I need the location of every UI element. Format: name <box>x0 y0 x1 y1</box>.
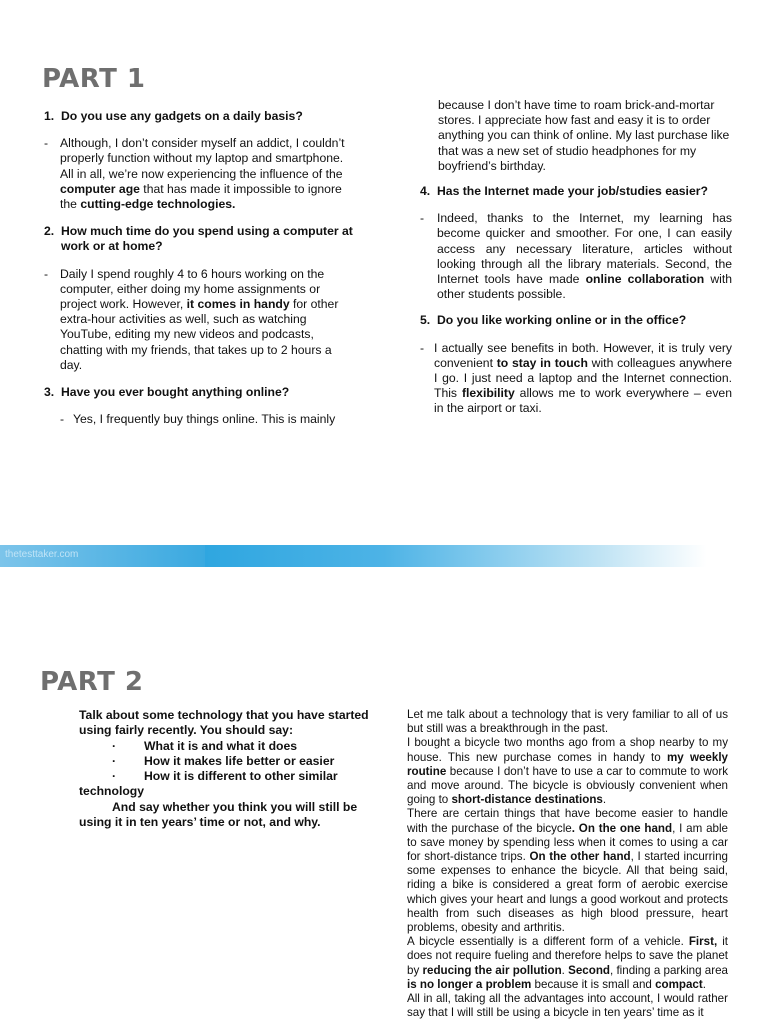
question-number: 1. <box>44 109 55 123</box>
answer-5 <box>420 341 732 417</box>
answer-text: Yes, I frequently buy things online. This is mainly <box>73 412 336 427</box>
question-text: Do you use any gadgets on a daily basis? <box>61 109 303 123</box>
answer-paragraph: I bought a bicycle two months ago from a shop nearby to my house. This new purchase comes in handy to my weekly routine because I don’t have to use a car to commute to work and move around. The bicycle is obviously convenient when going to short-distance destinations. <box>407 736 728 807</box>
task-bullet <box>79 769 379 784</box>
bullet-icon: · <box>112 769 117 784</box>
answer-dash: - <box>44 266 49 281</box>
answer-text: I actually see benefits in both. However, it is truly very convenient to stay in touch with colleagues anywhere I go. I just need a laptop and the Internet connection. This flexibility allows me to work everywhere – even in the airport or taxi. <box>434 340 732 416</box>
task-intro: Talk about some technology that you have started using fairly recently. You should say: <box>79 708 369 738</box>
answer-text: Daily I spend roughly 4 to 6 hours working on the computer, either doing my home assignments or project work. However, it comes in handy for other extra-hour activities as well, such as watching YouTube, editing my new videos and podcasts, chatting with my friends, that takes up to 2 hours a day. <box>60 266 339 372</box>
question-text: Has the Internet made your job/studies easier? <box>437 184 708 199</box>
task-card <box>79 708 379 830</box>
question-2 <box>44 224 356 254</box>
question-number: 3. <box>44 385 55 400</box>
question-1 <box>44 109 356 124</box>
bullet-icon: · <box>112 738 117 753</box>
answer-4 <box>420 211 732 302</box>
bullet-text: What it is and what it does <box>144 738 298 753</box>
answer-dash: - <box>420 211 425 226</box>
bullet-text: How it is different to other similar <box>144 769 338 784</box>
answer-1 <box>44 136 356 212</box>
part1-right-column <box>420 98 732 417</box>
part1-left-column <box>44 109 356 427</box>
question-3 <box>44 385 356 400</box>
question-text: Have you ever bought anything online? <box>61 385 290 400</box>
question-number: 4. <box>420 184 431 199</box>
answer-2 <box>44 267 356 373</box>
answer-paragraph: Let me talk about a technology that is very familiar to all of us but still was a breakthrough in the past. <box>407 708 728 736</box>
part-2-title: PART 2 <box>40 667 144 697</box>
bullet-text: How it makes life better or easier <box>144 753 335 768</box>
part2-answer <box>407 708 728 1024</box>
answer-dash: - <box>60 412 65 427</box>
answer-3-start <box>44 412 356 427</box>
task-bullet <box>79 754 379 769</box>
question-4 <box>420 184 732 199</box>
task-bullet-tail: technology <box>79 784 145 799</box>
answer-text: Although, I don’t consider myself an addict, I couldn’t properly function without my laptop and smartphone. All in all, we’re now experiencing the influence of the computer age that has made it impossible to ignore the cutting-edge technologies. <box>60 136 345 212</box>
banner-watermark-text: thetesttaker.com <box>5 549 79 560</box>
answer-text: Indeed, thanks to the Internet, my learning has become quicker and smoother. For one, I can easily access any necessary literature, articles without looking through all the library materials. Second, the Internet tools have made online collaboration with other students possible. <box>437 211 732 302</box>
answer-paragraph: All in all, taking all the advantages into account, I would rather say that I will still be using a bicycle in ten years’ time as it <box>407 992 728 1020</box>
answer-dash: - <box>420 340 425 355</box>
question-text: Do you like working online or in the office? <box>437 313 687 328</box>
answer-3-continued: because I don’t have time to roam brick-and-mortar stores. I appreciate how fast and easy it is to order anything you can think of online. My last purchase like that was a new set of studio headphones for my boyfriend’s birthday. <box>438 98 730 173</box>
answer-dash: - <box>44 136 49 151</box>
question-number: 5. <box>420 313 431 328</box>
question-number: 2. <box>44 224 55 239</box>
answer-paragraph: A bicycle essentially is a different form of a vehicle. First, it does not require fueling and therefore helps to save the planet by reducing the air pollution. Second, finding a parking area is no longer a problem because it is small and compact. <box>407 935 728 991</box>
part-1-title: PART 1 <box>42 64 146 94</box>
task-closing: And say whether you think you will still be using it in ten years’ time or not, and why. <box>79 799 358 830</box>
answer-paragraph: There are certain things that have become easier to handle with the purchase of the bicycle. On the one hand, I am able to save money by spending less when it comes to using a car for short-distance trips. On the other hand, I started incurring some expenses to enhance the bicycle. All that being said, riding a bike is considered a great form of aerobic exercise which gives your heart and lungs a good workout and protects health from such diseases as high blood pressure, heart problems, obesity and arthritis. <box>407 807 728 935</box>
question-text: How much time do you spend using a computer at work or at home? <box>61 224 353 254</box>
task-bullet <box>79 739 379 754</box>
bullet-icon: · <box>112 753 117 768</box>
question-5 <box>420 313 732 328</box>
